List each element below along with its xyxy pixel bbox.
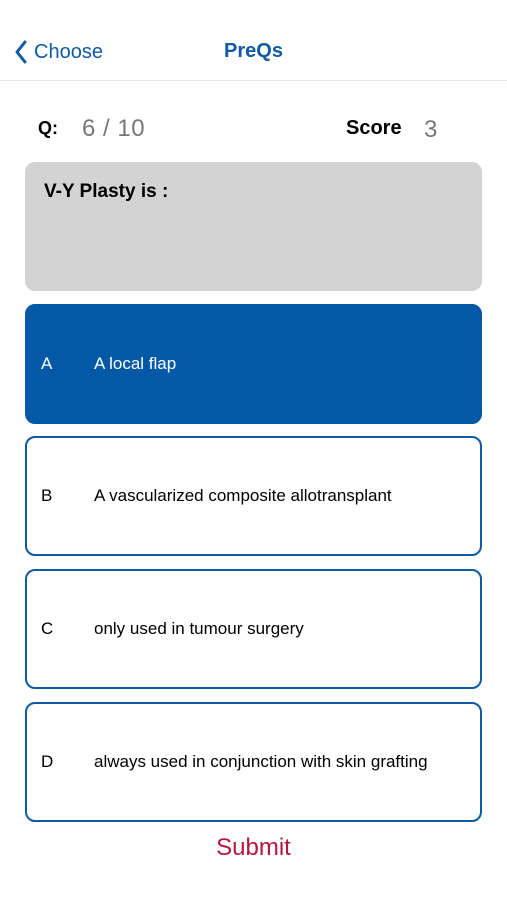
option-text: always used in conjunction with skin grafting	[94, 752, 428, 771]
option-letter: A	[41, 354, 53, 373]
option-text: only used in tumour surgery	[94, 619, 304, 638]
option-letter: D	[41, 752, 54, 771]
option-a[interactable]	[25, 304, 482, 424]
score-value: 3	[424, 116, 438, 143]
question-card	[25, 162, 482, 291]
score-label: Score	[346, 117, 402, 139]
page-title: PreQs	[224, 40, 283, 62]
question-counter-value: 6 / 10	[82, 115, 146, 142]
option-text: A local flap	[94, 354, 177, 373]
submit-button[interactable]: Submit	[216, 834, 291, 861]
option-d[interactable]	[25, 702, 482, 822]
option-b[interactable]	[25, 436, 482, 556]
option-text: A vascularized composite allotransplant	[94, 486, 392, 505]
option-letter: B	[41, 486, 53, 505]
option-c[interactable]	[25, 569, 482, 689]
question-counter-label: Q:	[38, 118, 58, 138]
navigation-bar	[0, 0, 507, 81]
option-letter: C	[41, 619, 54, 638]
question-text: V-Y Plasty is :	[44, 181, 169, 202]
back-label: Choose	[34, 40, 103, 63]
